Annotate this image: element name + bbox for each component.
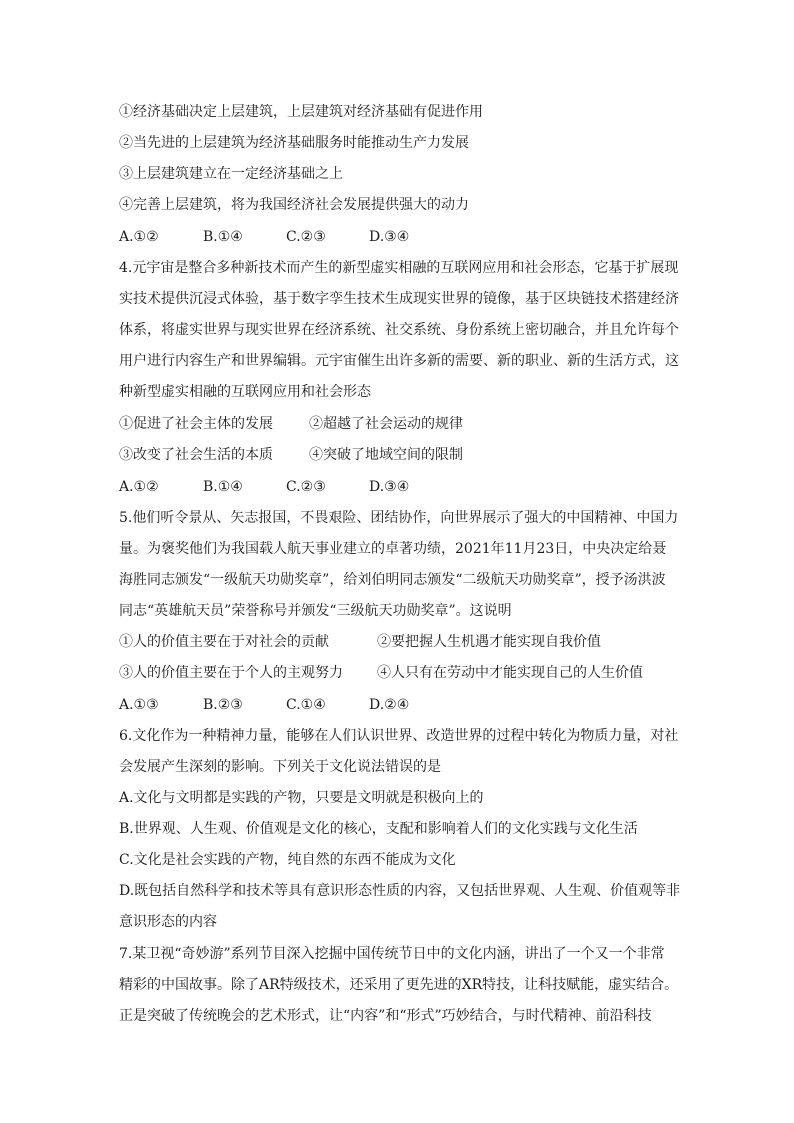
q5-option-a: A.①③	[119, 697, 159, 713]
q4-option-b: B.①④	[203, 479, 243, 495]
q4-stem-line-1: 4.元宇宙是整合多种新技术而产生的新型虚实相融的互联网应用和社会形态，它基于扩展现	[119, 260, 679, 276]
q6-option-a: A.文化与文明都是实践的产物，只要是文明就是积极向上的	[119, 790, 484, 806]
q3-item-3: ③上层建筑建立在一定经济基础之上	[119, 166, 343, 182]
q6-option-b: B.世界观、人生观、价值观是文化的核心，支配和影响着人们的文化实践与文化生活	[119, 821, 638, 837]
q5-option-c: C.①④	[286, 697, 326, 713]
q4-item-4: ④突破了地域空间的限制	[309, 447, 463, 463]
q5-option-b: B.②③	[203, 697, 243, 713]
q4-stem-line-2: 实技术提供沉浸式体验，基于数字孪生技术生成现实世界的镜像，基于区块链技术搭建经济	[119, 291, 679, 307]
q5-stem-line-2: 量。为褒奖他们为我国载人航天事业建立的卓著功绩，2021年11月23日，中央决定给聂	[119, 541, 667, 557]
q4-option-d: D.③④	[369, 479, 410, 495]
q5-stem-line-3: 海胜同志颁发“一级航天功勋奖章”，给刘伯明同志颁发“二级航天功勋奖章”，授予汤洪波	[119, 572, 666, 588]
q3-item-2: ②当先进的上层建筑为经济基础服务时能推动生产力发展	[119, 135, 469, 151]
q7-stem-line-1: 7.某卫视“奇妙游”系列节目深入挖掘中国传统节日中的文化内涵，讲出了一个又一个非常	[119, 946, 665, 962]
q4-option-a: A.①②	[119, 479, 159, 495]
q4-stem-line-3: 体系，将虚实世界与现实世界在经济系统、社交系统、身份系统上密切融合，并且允许每个	[119, 322, 679, 338]
q6-stem-line-1: 6.文化作为一种精神力量，能够在人们认识世界、改造世界的过程中转化为物质力量，对社	[119, 728, 679, 744]
q4-item-3: ③改变了社会生活的本质	[119, 447, 273, 463]
q3-option-a: A.①②	[119, 229, 159, 245]
q3-item-1: ①经济基础决定上层建筑，上层建筑对经济基础有促进作用	[119, 104, 483, 120]
q7-stem-line-3: 正是突破了传统晚会的艺术形式，让“内容”和“形式”巧妙结合，与时代精神、前沿科技	[119, 1008, 652, 1024]
q4-item-1: ①促进了社会主体的发展	[119, 416, 273, 432]
q5-stem-line-1: 5.他们听令景从、矢志报国，不畏艰险、团结协作，向世界展示了强大的中国精神、中国力	[119, 510, 679, 526]
q3-item-4: ④完善上层建筑，将为我国经济社会发展提供强大的动力	[119, 197, 469, 213]
q4-stem-line-5: 种新型虚实相融的互联网应用和社会形态	[119, 384, 371, 400]
q3-option-c: C.②③	[286, 229, 326, 245]
q4-option-c: C.②③	[286, 479, 326, 495]
q5-stem-line-4: 同志“英雄航天员”荣誉称号并颁发“三级航天功勋奖章”。这说明	[119, 603, 512, 619]
q3-option-d: D.③④	[369, 229, 410, 245]
q5-item-3: ③人的价值主要在于个人的主观努力	[119, 665, 343, 681]
q4-item-2: ②超越了社会运动的规律	[309, 416, 463, 432]
q4-stem-line-4: 用户进行内容生产和世界编辑。元宇宙催生出许多新的需要、新的职业、新的生活方式，这	[119, 353, 679, 369]
q5-item-4: ④人只有在劳动中才能实现自己的人生价值	[377, 665, 643, 681]
q5-item-1: ①人的价值主要在于对社会的贡献	[119, 634, 329, 650]
q6-option-d-line-2: 意识形态的内容	[119, 914, 217, 930]
q3-option-b: B.①④	[203, 229, 243, 245]
q7-stem-line-2: 精彩的中国故事。除了AR特级技术，还采用了更先进的XR特技，让科技赋能，虚实结合。	[119, 977, 679, 993]
q6-option-d-line-1: D.既包括自然科学和技术等具有意识形态性质的内容，又包括世界观、人生观、价值观等非	[119, 883, 681, 899]
q6-stem-line-2: 会发展产生深刻的影响。下列关于文化说法错误的是	[119, 759, 441, 775]
q6-option-c: C.文化是社会实践的产物，纯自然的东西不能成为文化	[119, 852, 456, 868]
q5-item-2: ②要把握人生机遇才能实现自我价值	[377, 634, 601, 650]
q5-option-d: D.②④	[369, 697, 410, 713]
